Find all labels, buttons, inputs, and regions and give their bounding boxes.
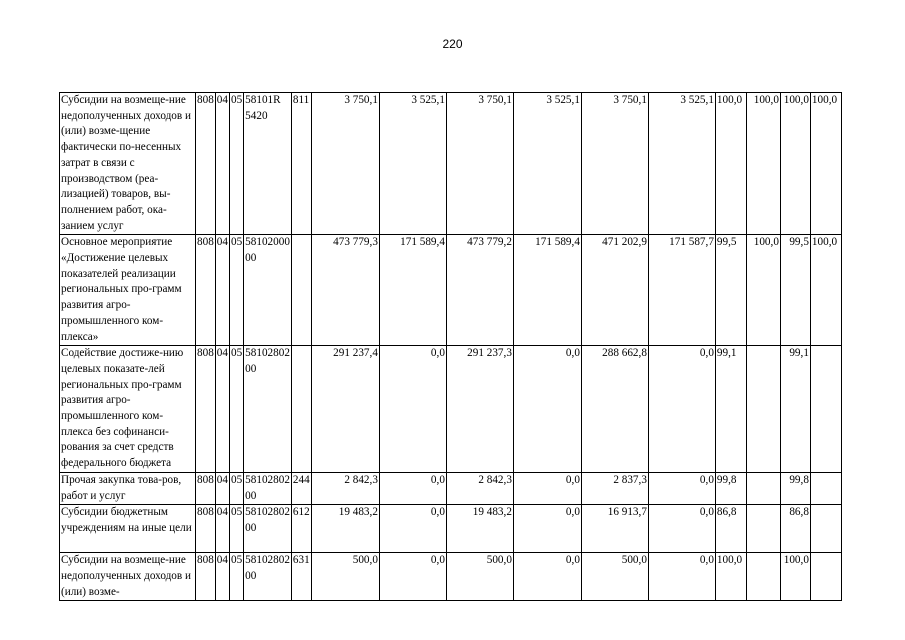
percent-1: 99,1	[715, 346, 746, 473]
value-5: 500,0	[581, 553, 648, 601]
value-1: 473 779,3	[311, 235, 379, 346]
table-row	[60, 472, 842, 504]
budget-table	[59, 92, 842, 601]
csr-code: 58102802 00	[244, 472, 292, 504]
value-1: 291 237,4	[311, 346, 379, 473]
value-6: 0,0	[648, 346, 715, 473]
vr-code: 244	[291, 472, 311, 504]
table-row	[60, 505, 842, 553]
percent-4	[810, 472, 841, 504]
percent-3: 86,8	[780, 505, 810, 553]
ved-code: 808	[196, 93, 216, 235]
vr-code	[291, 346, 311, 473]
ved-code: 808	[196, 553, 216, 601]
csr-code: 58102802 00	[244, 553, 292, 601]
row-name: Основное мероприятие «Достижение целевых показателей реализации региональных про-грамм развития агро-промышленного ком-плекса»	[60, 235, 196, 346]
pr-code: 05	[229, 505, 243, 553]
value-5: 16 913,7	[581, 505, 648, 553]
percent-1: 100,0	[715, 93, 746, 235]
value-6: 3 525,1	[648, 93, 715, 235]
percent-3: 99,5	[780, 235, 810, 346]
csr-code: 58102802 00	[244, 346, 292, 473]
value-1: 500,0	[311, 553, 379, 601]
rz-code: 04	[215, 346, 229, 473]
vr-code: 612	[291, 505, 311, 553]
table-row	[60, 553, 842, 601]
value-6: 171 587,7	[648, 235, 715, 346]
value-2: 0,0	[379, 505, 446, 553]
value-3: 19 483,2	[446, 505, 513, 553]
value-4: 0,0	[513, 505, 581, 553]
pr-code: 05	[229, 472, 243, 504]
table-row	[60, 235, 842, 346]
value-3: 500,0	[446, 553, 513, 601]
percent-3: 99,1	[780, 346, 810, 473]
value-6: 0,0	[648, 553, 715, 601]
value-3: 473 779,2	[446, 235, 513, 346]
value-4: 0,0	[513, 553, 581, 601]
percent-4	[810, 346, 841, 473]
row-name: Субсидии бюджетным учреждениям на иные цели	[60, 505, 196, 553]
value-4: 3 525,1	[513, 93, 581, 235]
percent-1: 99,8	[715, 472, 746, 504]
value-3: 3 750,1	[446, 93, 513, 235]
percent-3: 100,0	[780, 93, 810, 235]
value-5: 471 202,9	[581, 235, 648, 346]
row-name: Содействие достиже-нию целевых показате-лей региональных про-грамм развития агро-промышленного ком-плекса без софинанси-рования за счет средств федерального бюджета	[60, 346, 196, 473]
ved-code: 808	[196, 505, 216, 553]
pr-code: 05	[229, 346, 243, 473]
ved-code: 808	[196, 235, 216, 346]
value-2: 0,0	[379, 472, 446, 504]
rz-code: 04	[215, 505, 229, 553]
csr-code: 58102802 00	[244, 505, 292, 553]
percent-2	[746, 553, 780, 601]
value-6: 0,0	[648, 505, 715, 553]
row-name: Прочая закупка това-ров, работ и услуг	[60, 472, 196, 504]
pr-code: 05	[229, 93, 243, 235]
csr-code: 58102000 00	[244, 235, 292, 346]
ved-code: 808	[196, 346, 216, 473]
table-row	[60, 346, 842, 473]
value-2: 0,0	[379, 346, 446, 473]
value-1: 3 750,1	[311, 93, 379, 235]
page-number: 220	[442, 37, 463, 51]
value-5: 288 662,8	[581, 346, 648, 473]
percent-2: 100,0	[746, 93, 780, 235]
value-6: 0,0	[648, 472, 715, 504]
value-3: 291 237,3	[446, 346, 513, 473]
table-row	[60, 93, 842, 235]
percent-2	[746, 505, 780, 553]
ved-code: 808	[196, 472, 216, 504]
value-5: 2 837,3	[581, 472, 648, 504]
value-2: 0,0	[379, 553, 446, 601]
percent-2	[746, 346, 780, 473]
vr-code: 811	[291, 93, 311, 235]
value-4: 0,0	[513, 472, 581, 504]
value-4: 171 589,4	[513, 235, 581, 346]
percent-3: 100,0	[780, 553, 810, 601]
value-2: 3 525,1	[379, 93, 446, 235]
csr-code: 58101R 5420	[244, 93, 292, 235]
value-4: 0,0	[513, 346, 581, 473]
value-3: 2 842,3	[446, 472, 513, 504]
value-5: 3 750,1	[581, 93, 648, 235]
percent-2	[746, 472, 780, 504]
vr-code	[291, 235, 311, 346]
rz-code: 04	[215, 553, 229, 601]
value-1: 19 483,2	[311, 505, 379, 553]
percent-2: 100,0	[746, 235, 780, 346]
rz-code: 04	[215, 93, 229, 235]
percent-1: 100,0	[715, 553, 746, 601]
percent-1: 86,8	[715, 505, 746, 553]
row-name: Субсидии на возмеще-ние недополученных доходов и (или) возме-	[60, 553, 196, 601]
row-name: Субсидии на возмеще-ние недополученных доходов и (или) возме-щение фактически по-несенных затрат в связи с производством (реа-лизацией) товаров, вы-полнением работ, ока-занием услуг	[60, 93, 196, 235]
percent-3: 99,8	[780, 472, 810, 504]
percent-4: 100,0	[810, 93, 841, 235]
percent-1: 99,5	[715, 235, 746, 346]
pr-code: 05	[229, 553, 243, 601]
rz-code: 04	[215, 472, 229, 504]
rz-code: 04	[215, 235, 229, 346]
value-2: 171 589,4	[379, 235, 446, 346]
percent-4	[810, 505, 841, 553]
vr-code: 631	[291, 553, 311, 601]
value-1: 2 842,3	[311, 472, 379, 504]
percent-4	[810, 553, 841, 601]
percent-4: 100,0	[810, 235, 841, 346]
pr-code: 05	[229, 235, 243, 346]
